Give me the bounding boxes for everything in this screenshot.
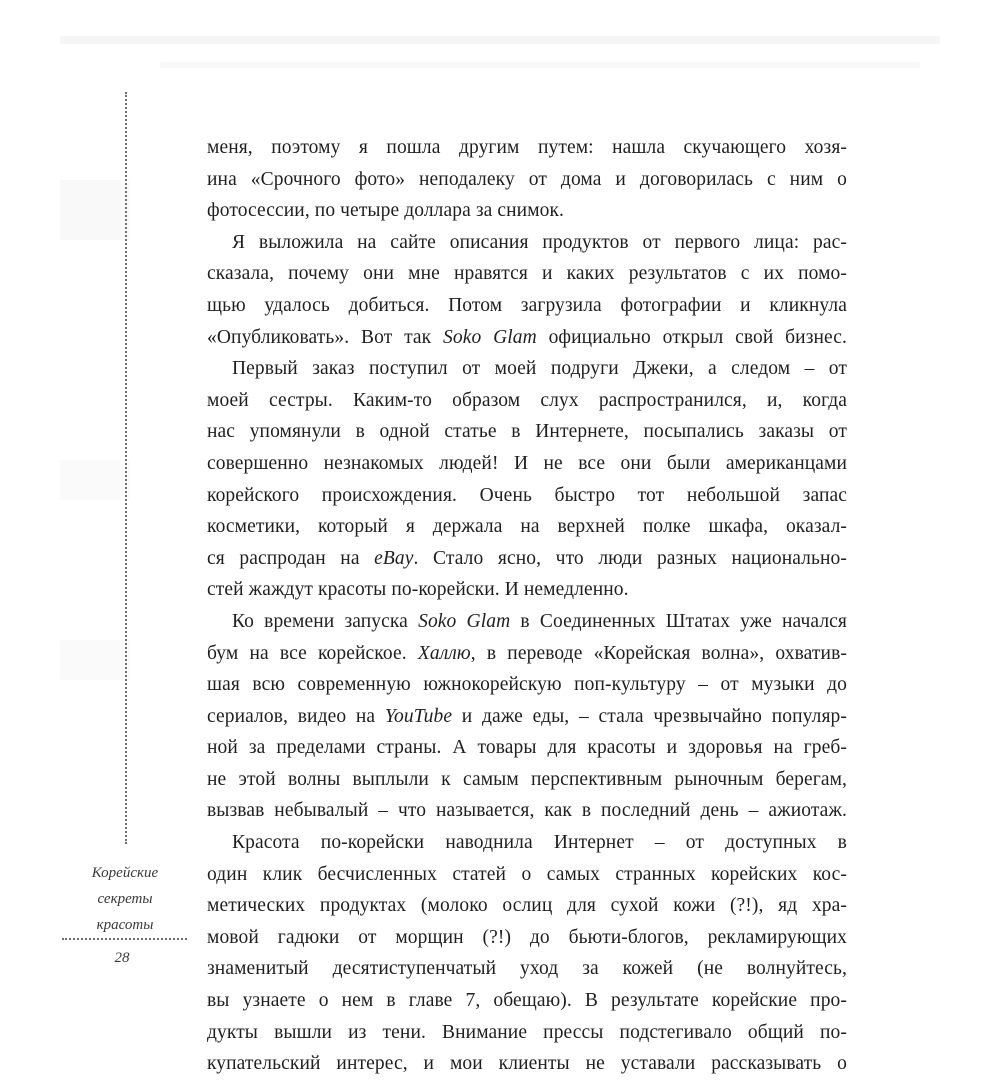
running-title-line: Корейские (91, 865, 159, 881)
paragraph (207, 227, 847, 353)
text-line: дукты вышли из тени. Внимание прессы подстегивало общий по- (207, 1021, 847, 1043)
dotted-footer-rule (62, 938, 187, 940)
page-number: 28 (114, 950, 130, 966)
show-through-shadow (60, 640, 130, 680)
text-line: фотосессии, по четыре доллара за снимок. (207, 200, 565, 222)
text-line: Красота по-корейски наводнила Интернет – от доступных в (232, 832, 847, 854)
text-run: и даже еды, – стала чрезвычайно популяр- (452, 705, 847, 727)
text-line (207, 543, 847, 575)
text-line: купательский интерес, и мои клиенты не уставали рассказывать о (207, 1053, 847, 1075)
text-line: стей жаждут красоты по-корейски. И немедленно. (207, 579, 629, 601)
running-title-line: красоты (96, 917, 154, 933)
text-line: не этой волны выплыли к самым перспективным рыночным берегам, (207, 768, 847, 790)
paragraph (207, 353, 847, 606)
show-through-shadow (60, 460, 130, 500)
text-run: Ко времени запуска (232, 610, 419, 632)
body-text (207, 132, 847, 1080)
running-title (70, 860, 180, 938)
text-line (207, 701, 847, 733)
text-line (207, 638, 847, 670)
paragraph (207, 827, 847, 1080)
text-line: моей сестры. Каким-то образом слух распространился, и, когда (207, 389, 847, 411)
text-run: в Соединенных Штатах уже начался (510, 610, 847, 632)
emphasis-brand: eBay (374, 547, 414, 569)
text-line: меня, поэтому я пошла другим путем: нашла скучающего хозя- (207, 137, 847, 158)
running-title-line: секреты (97, 891, 153, 907)
text-line: косметики, который я держала на верхней полке шкафа, оказал- (207, 516, 847, 538)
text-run: сериалов, видео на (207, 705, 385, 727)
text-line: мовой гадюки от морщин (?!) до бьюти-блогов, рекламирующих (207, 926, 847, 948)
text-run: «Опубликовать». Вот так (207, 326, 444, 348)
text-line (207, 606, 847, 638)
text-line: Я выложила на сайте описания продуктов от первого лица: рас- (232, 231, 847, 253)
text-line: совершенно незнакомых людей! И не все они были американцами (207, 452, 847, 474)
text-line: вы узнаете о нем в главе 7, обещаю). В результате корейские про- (207, 990, 847, 1012)
text-run: . Стало ясно, что люди разных национально- (413, 547, 847, 569)
text-run: , в переводе «Корейская волна», охватив- (470, 642, 847, 664)
emphasis-brand: Soko Glam (418, 610, 511, 632)
text-line: сказала, почему они мне нравятся и каких результатов с их помо- (207, 263, 847, 285)
text-line: метических продуктах (молоко ослиц для сухой кожи (?!), яд хра- (207, 895, 847, 917)
show-through-shadow (160, 62, 920, 68)
text-line: щью удалось добиться. Потом загрузила фотографии и кликнула (207, 294, 847, 316)
emphasis-brand: Soko Glam (443, 326, 537, 348)
paragraph (207, 606, 847, 827)
emphasis-brand: YouTube (384, 705, 453, 727)
text-line: один клик бесчисленных статей о самых странных корейских кос- (207, 863, 847, 885)
text-line: нас упомянули в одной статье в Интернете, посыпались заказы от (207, 421, 847, 443)
emphasis-term: Халлю (417, 642, 471, 664)
text-line: корейского происхождения. Очень быстро тот небольшой запас (207, 484, 847, 506)
text-run: официально открыл свой бизнес. (536, 326, 848, 348)
text-run: бум на все корейское. (207, 642, 418, 664)
text-line: ина «Срочного фото» неподалеку от дома и договорилась с ним о (207, 168, 847, 190)
paragraph (207, 132, 847, 227)
text-line: ной за пределами страны. А товары для красоты и здоровья на греб- (207, 737, 847, 759)
text-run: ся распродан на (207, 547, 375, 569)
show-through-shadow (60, 36, 940, 44)
dotted-margin-rule (125, 92, 127, 844)
text-line: вызвав небывалый – что называется, как в последний день – ажиотаж. (207, 800, 847, 822)
text-line: знаменитый десятиступенчатый уход за кожей (не волнуйтесь, (207, 958, 847, 980)
text-line (207, 322, 847, 354)
text-line: шая всю современную южнокорейскую поп-культуру – от музыки до (207, 674, 847, 696)
text-line: Первый заказ поступил от моей подруги Джеки, а следом – от (232, 358, 847, 380)
show-through-shadow (60, 180, 130, 240)
